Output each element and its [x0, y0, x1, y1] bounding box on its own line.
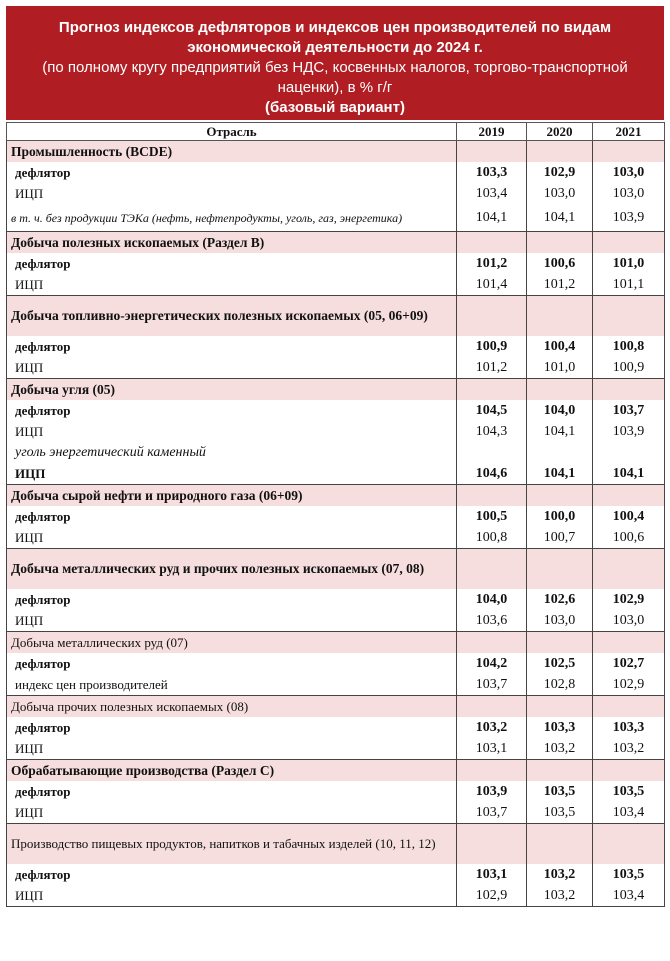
- value-2021: 103,4: [593, 802, 665, 824]
- value-2019: 103,1: [457, 738, 527, 760]
- row-label: дефлятор: [7, 589, 457, 610]
- value-2020: [527, 442, 593, 463]
- value-2021: 102,9: [593, 589, 665, 610]
- value-2021: 100,4: [593, 506, 665, 527]
- value-2019: [457, 760, 527, 782]
- row-label: Производство пищевых продуктов, напитков и табачных изделей (10, 11, 12): [7, 824, 457, 865]
- table-row: [7, 738, 665, 760]
- table-row: [7, 760, 665, 782]
- value-2020: 104,1: [527, 204, 593, 232]
- value-2021: 103,4: [593, 885, 665, 907]
- table-row: [7, 485, 665, 507]
- table-row: [7, 204, 665, 232]
- table-row: [7, 274, 665, 296]
- value-2019: [457, 696, 527, 718]
- value-2021: 100,6: [593, 527, 665, 549]
- header-industry: Отрасль: [7, 123, 457, 141]
- row-label: Добыча угля (05): [7, 379, 457, 401]
- value-2019: 103,1: [457, 864, 527, 885]
- table-row: [7, 357, 665, 379]
- row-label: Промышленность (BCDE): [7, 141, 457, 163]
- value-2020: 102,8: [527, 674, 593, 696]
- row-label: ИЦП: [7, 802, 457, 824]
- value-2019: [457, 232, 527, 254]
- row-label: Добыча топливно-энергетических полезных ископаемых (05, 06+09): [7, 296, 457, 337]
- value-2020: 102,6: [527, 589, 593, 610]
- row-label: Добыча металлических руд (07): [7, 632, 457, 654]
- table-row: [7, 781, 665, 802]
- table-row: [7, 885, 665, 907]
- value-2021: 102,7: [593, 653, 665, 674]
- table-row: [7, 717, 665, 738]
- value-2021: 103,0: [593, 183, 665, 204]
- value-2019: 103,2: [457, 717, 527, 738]
- value-2021: [593, 141, 665, 163]
- value-2020: 103,5: [527, 781, 593, 802]
- value-2021: 101,1: [593, 274, 665, 296]
- value-2020: [527, 760, 593, 782]
- value-2019: 103,7: [457, 802, 527, 824]
- value-2019: 103,3: [457, 162, 527, 183]
- row-label: ИЦП: [7, 357, 457, 379]
- table-row: [7, 696, 665, 718]
- row-label: Обрабатывающие производства (Раздел C): [7, 760, 457, 782]
- table-row: [7, 824, 665, 865]
- table-row: [7, 379, 665, 401]
- value-2020: 101,0: [527, 357, 593, 379]
- value-2019: 100,5: [457, 506, 527, 527]
- table-row: [7, 232, 665, 254]
- value-2021: [593, 632, 665, 654]
- value-2021: 103,2: [593, 738, 665, 760]
- header-2019: 2019: [457, 123, 527, 141]
- value-2020: [527, 549, 593, 590]
- table-title-banner: [6, 6, 664, 120]
- value-2021: [593, 549, 665, 590]
- value-2020: 103,2: [527, 864, 593, 885]
- value-2020: 103,3: [527, 717, 593, 738]
- value-2021: 103,0: [593, 610, 665, 632]
- title-line-3: (по полному кругу предприятий без НДС, косвенных налогов, торгово-транспортной: [42, 59, 628, 76]
- table-row: [7, 674, 665, 696]
- table-row: [7, 653, 665, 674]
- value-2020: 103,5: [527, 802, 593, 824]
- value-2020: 100,7: [527, 527, 593, 549]
- table-row: [7, 632, 665, 654]
- value-2021: 103,3: [593, 717, 665, 738]
- table-row: [7, 336, 665, 357]
- row-label: дефлятор: [7, 506, 457, 527]
- row-label: индекс цен производителей: [7, 674, 457, 696]
- value-2020: [527, 696, 593, 718]
- table-row: [7, 162, 665, 183]
- value-2019: 103,4: [457, 183, 527, 204]
- value-2019: [457, 632, 527, 654]
- row-label: ИЦП: [7, 274, 457, 296]
- value-2020: 100,4: [527, 336, 593, 357]
- value-2019: 100,9: [457, 336, 527, 357]
- value-2019: 104,3: [457, 421, 527, 442]
- table-row: [7, 506, 665, 527]
- value-2021: 104,1: [593, 463, 665, 485]
- title-line-4: наценки), в % г/г: [277, 79, 393, 96]
- value-2020: 100,6: [527, 253, 593, 274]
- value-2021: 100,9: [593, 357, 665, 379]
- value-2020: [527, 141, 593, 163]
- value-2020: 103,0: [527, 610, 593, 632]
- table-row: [7, 296, 665, 337]
- value-2019: [457, 485, 527, 507]
- table-row: [7, 864, 665, 885]
- value-2020: [527, 296, 593, 337]
- row-label: ИЦП: [7, 527, 457, 549]
- table-row: [7, 549, 665, 590]
- row-label: дефлятор: [7, 653, 457, 674]
- row-label: дефлятор: [7, 717, 457, 738]
- row-label: ИЦП: [7, 885, 457, 907]
- row-label: в т. ч. без продукции ТЭКа (нефть, нефтепродукты, уголь, газ, энергетика): [7, 204, 457, 232]
- value-2019: [457, 141, 527, 163]
- value-2020: 104,1: [527, 421, 593, 442]
- value-2020: 104,0: [527, 400, 593, 421]
- value-2020: 103,2: [527, 738, 593, 760]
- table-row: [7, 400, 665, 421]
- value-2021: 101,0: [593, 253, 665, 274]
- value-2021: [593, 442, 665, 463]
- row-label: ИЦП: [7, 463, 457, 485]
- value-2020: 103,0: [527, 183, 593, 204]
- value-2021: 103,9: [593, 204, 665, 232]
- header-row: [7, 123, 665, 141]
- row-label: дефлятор: [7, 253, 457, 274]
- value-2021: [593, 232, 665, 254]
- value-2019: 103,9: [457, 781, 527, 802]
- table-row: [7, 442, 665, 463]
- row-label: ИЦП: [7, 738, 457, 760]
- value-2019: [457, 442, 527, 463]
- value-2021: 103,7: [593, 400, 665, 421]
- value-2020: [527, 232, 593, 254]
- value-2021: 103,5: [593, 781, 665, 802]
- table-row: [7, 183, 665, 204]
- value-2021: 103,5: [593, 864, 665, 885]
- value-2019: 104,6: [457, 463, 527, 485]
- row-label: Добыча прочих полезных ископаемых (08): [7, 696, 457, 718]
- title-line-2: экономической деятельности до 2024 г.: [187, 39, 483, 56]
- value-2019: [457, 824, 527, 865]
- value-2021: [593, 379, 665, 401]
- value-2020: 103,2: [527, 885, 593, 907]
- value-2019: 104,2: [457, 653, 527, 674]
- value-2020: 104,1: [527, 463, 593, 485]
- table-row: [7, 610, 665, 632]
- table-row: [7, 463, 665, 485]
- value-2019: 101,2: [457, 357, 527, 379]
- value-2020: [527, 632, 593, 654]
- table-row: [7, 589, 665, 610]
- value-2021: [593, 296, 665, 337]
- header-2021: 2021: [593, 123, 665, 141]
- table-row: [7, 253, 665, 274]
- value-2021: [593, 760, 665, 782]
- value-2021: [593, 824, 665, 865]
- table-row: [7, 141, 665, 163]
- title-line-1: Прогноз индексов дефляторов и индексов цен производителей по видам: [58, 19, 612, 36]
- value-2019: 104,1: [457, 204, 527, 232]
- row-label: уголь энергетический каменный: [7, 442, 457, 463]
- row-label: ИЦП: [7, 183, 457, 204]
- row-label: дефлятор: [7, 162, 457, 183]
- value-2019: 101,2: [457, 253, 527, 274]
- row-label: ИЦП: [7, 610, 457, 632]
- row-label: Добыча металлических руд и прочих полезных ископаемых (07, 08): [7, 549, 457, 590]
- row-label: дефлятор: [7, 864, 457, 885]
- row-label: дефлятор: [7, 781, 457, 802]
- value-2019: [457, 549, 527, 590]
- value-2019: [457, 296, 527, 337]
- value-2021: [593, 696, 665, 718]
- table-row: [7, 421, 665, 442]
- value-2019: 103,7: [457, 674, 527, 696]
- title-line-5: (базовый вариант): [265, 99, 405, 116]
- value-2019: 104,0: [457, 589, 527, 610]
- value-2019: 103,6: [457, 610, 527, 632]
- value-2020: [527, 379, 593, 401]
- value-2021: 103,0: [593, 162, 665, 183]
- value-2020: 101,2: [527, 274, 593, 296]
- value-2019: [457, 379, 527, 401]
- row-label: Добыча сырой нефти и природного газа (06+09): [7, 485, 457, 507]
- value-2020: [527, 824, 593, 865]
- row-label: дефлятор: [7, 336, 457, 357]
- value-2019: 102,9: [457, 885, 527, 907]
- table-row: [7, 802, 665, 824]
- value-2019: 101,4: [457, 274, 527, 296]
- value-2021: 102,9: [593, 674, 665, 696]
- row-label: дефлятор: [7, 400, 457, 421]
- value-2019: 104,5: [457, 400, 527, 421]
- value-2019: 100,8: [457, 527, 527, 549]
- row-label: Добыча полезных ископаемых (Раздел B): [7, 232, 457, 254]
- value-2020: 102,9: [527, 162, 593, 183]
- header-2020: 2020: [527, 123, 593, 141]
- value-2020: 100,0: [527, 506, 593, 527]
- value-2021: 100,8: [593, 336, 665, 357]
- value-2020: [527, 485, 593, 507]
- forecast-table: [6, 122, 665, 907]
- table-row: [7, 527, 665, 549]
- value-2021: [593, 485, 665, 507]
- value-2020: 102,5: [527, 653, 593, 674]
- row-label: ИЦП: [7, 421, 457, 442]
- value-2021: 103,9: [593, 421, 665, 442]
